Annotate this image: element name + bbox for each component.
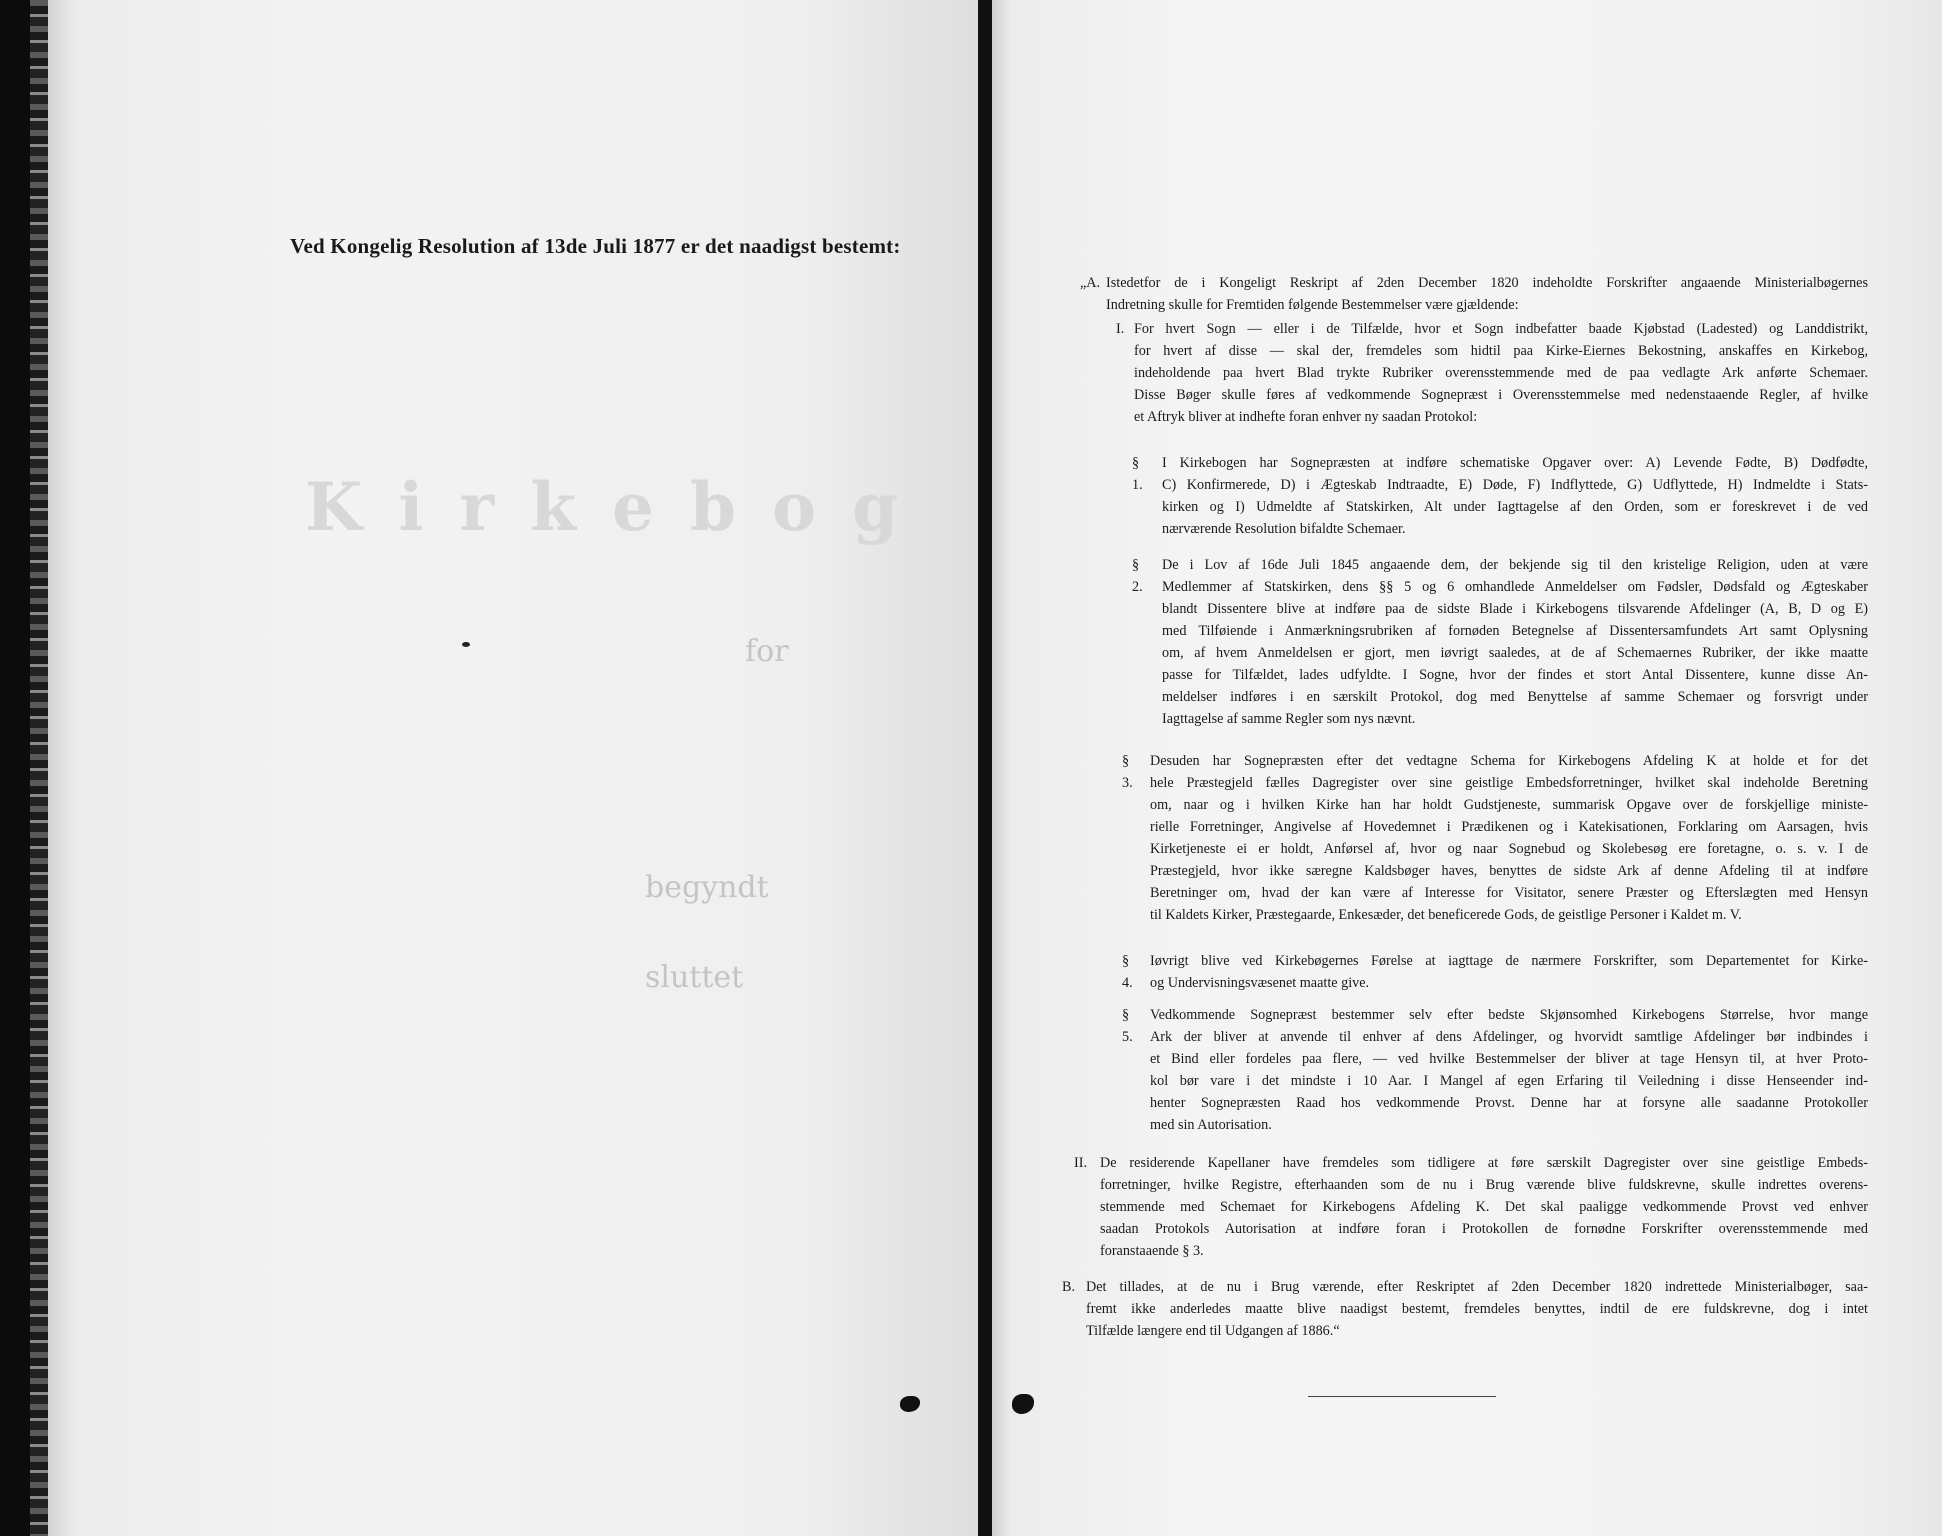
text-line: nærværende Resolution bifaldte Schemaer. bbox=[1162, 521, 1406, 537]
left-page-begyndt-label: begyndt bbox=[645, 870, 769, 905]
text-line: et Aftryk bliver at indhefte foran enhver ny saadan Protokol: bbox=[1134, 409, 1478, 425]
text-line: Indretning skulle for Fremtiden følgende Bestemmelser være gjældende: bbox=[1106, 297, 1519, 313]
paragraph-3-text bbox=[1150, 750, 1868, 926]
section-a-marker: „A. bbox=[1080, 275, 1101, 291]
text-line: Vedkommende Sognepræst bestemmer selv efter bedste Skjønsomhed Kirkebogens Størrelse, hvor mange bbox=[1150, 1007, 1868, 1023]
text-line: stemmende med Schemaet for Kirkebogens Afdeling K. Det skal paaligge vedkommende Provst ved enhver bbox=[1100, 1199, 1868, 1215]
text-line: Ark der bliver at anvende til enhver af dens Afdelinger, og hvorvidt samtlige Afdelinger bør indbindes i bbox=[1150, 1029, 1868, 1045]
text-line: kirken og I) Udmeldte af Statskirken, Alt under Iagttagelse af den Orden, som er foreskrevet i de ved bbox=[1162, 499, 1868, 515]
text-line: rielle Forretninger, Angivelse af Hovedemnet i Prædikenen og i Katekisationen, Forklaring om Aarsagen, hvis bbox=[1150, 819, 1868, 835]
item-ii-text bbox=[1100, 1152, 1868, 1262]
text-line: Kirketjeneste ei er holdt, Anførsel af, hvor og naar Sognebud og Skolebesøg ere foretagne, o. s. v. I de bbox=[1150, 841, 1868, 857]
text-line: om, af hvem Anmeldelsen er gjort, men iøvrigt saaledes, at de af Schemaernes Rubriker, der ikke maatte bbox=[1162, 645, 1868, 661]
text-line: hele Præstegjeld fælles Dagregister over sine geistlige Embedsforretninger, hvilket skal indeholde Beretning bbox=[1150, 775, 1868, 791]
paragraph-4-text bbox=[1150, 950, 1868, 994]
text-line: Tilfælde længere end til Udgangen af 1886.“ bbox=[1086, 1323, 1340, 1339]
text-line: med sin Autorisation. bbox=[1150, 1117, 1272, 1133]
resolution-heading: Ved Kongelig Resolution af 13de Juli 1877 er det naadigst bestemt: bbox=[290, 234, 901, 258]
text-line: Det tillades, at de nu i Brug værende, efter Reskriptet af 2den December 1820 indrettede Ministerialbøger, saa- bbox=[1086, 1279, 1868, 1295]
item-ii-marker: II. bbox=[1074, 1155, 1087, 1171]
section-a-text bbox=[1106, 272, 1868, 316]
text-line: Iøvrigt blive ved Kirkebøgernes Førelse at iagttage de nærmere Forskrifter, som Departementet for Kirke- bbox=[1150, 953, 1868, 969]
text-line: Desuden har Sognepræsten efter det vedtagne Schema for Kirkebogens Afdeling K at holde et for det bbox=[1150, 753, 1868, 769]
text-line: og Undervisningsvæsenet maatte give. bbox=[1150, 975, 1370, 991]
ink-dot-mark bbox=[462, 642, 470, 647]
paragraph-2-text bbox=[1162, 554, 1868, 730]
paragraph-5-marker: § 5. bbox=[1122, 1007, 1133, 1045]
text-line: Iagttagelse af samme Regler som nys nævnt. bbox=[1162, 711, 1416, 727]
text-line: forretninger, hvilke Registre, efterhaanden som de nu i Brug værende blive fuldskrevne, skulle indrettes overens- bbox=[1100, 1177, 1868, 1193]
text-line: Disse Bøger skulle føres af vedkommende Sognepræst i Overensstemmelse med nedenstaaende Regler, af hvilke bbox=[1134, 387, 1868, 403]
item-i-text bbox=[1134, 318, 1868, 428]
paragraph-1-text bbox=[1162, 452, 1868, 540]
text-line: med Tilføiende i Anmærkningsrubriken af fornøden Betegnelse af Dissentersamfundets Art samt Oplysning bbox=[1162, 623, 1868, 639]
book-binding bbox=[978, 0, 992, 1536]
text-line: fremt ikke anderledes maatte blive naadigst bestemt, fremdeles benyttes, indtil de ere fuldskrevne, dog i intet bbox=[1086, 1301, 1868, 1317]
left-page-sluttet-label: sluttet bbox=[645, 960, 744, 995]
text-line: saadan Protokols Autorisation at indføre foran i Protokollen de fornødne Forskrifter overensstemmende med bbox=[1100, 1221, 1868, 1237]
text-line: C) Konfirmerede, D) i Ægteskab Indtraadte, E) Døde, F) Indflyttede, G) Udflyttede, H) Indmeldte i Stats- bbox=[1162, 477, 1868, 493]
text-line: De residerende Kapellaner have fremdeles som tidligere at føre særskilt Dagregister over sine geistlige Embeds- bbox=[1100, 1155, 1868, 1171]
text-line: Præstegjeld, hvor ikke særegne Kaldsbøger haves, benyttes de sidste Ark af denne Afdeling til at indføre bbox=[1150, 863, 1868, 879]
closing-rule bbox=[1308, 1396, 1496, 1397]
text-line: indeholdende paa hvert Blad trykte Rubriker overensstemmende med de paa vedlagte Ark anførte Schemaer. bbox=[1134, 365, 1868, 381]
paragraph-5-text bbox=[1150, 1004, 1868, 1136]
text-line: I Kirkebogen har Sognepræsten at indføre schematiske Opgaver over: A) Levende Fødte, B) Dødfødte, bbox=[1162, 455, 1868, 471]
paragraph-4-marker: § 4. bbox=[1122, 953, 1133, 991]
section-b-text bbox=[1086, 1276, 1868, 1342]
text-line: passe for Tilfældet, lades udfyldte. I Sogne, hvor der findes et stort Antal Dissentere, kunne disse An- bbox=[1162, 667, 1868, 683]
left-page bbox=[48, 0, 978, 1536]
text-line: Istedetfor de i Kongeligt Reskript af 2den December 1820 indeholdte Forskrifter angaaende Ministerialbøgernes bbox=[1106, 275, 1868, 291]
text-line: meldelser indføres i en særskilt Protokol, dog med Benyttelse af samme Schemaer og forsvrigt under bbox=[1162, 689, 1868, 705]
text-line: Beretninger om, hvad der kan være af Interesse for Visitator, senere Præster og Efterslægten med Hensyn bbox=[1150, 885, 1868, 901]
paragraph-2-marker: § 2. bbox=[1132, 557, 1143, 595]
item-i-marker: I. bbox=[1116, 321, 1125, 337]
text-line: Medlemmer af Statskirken, dens §§ 5 og 6 omhandlede Anmeldelser om Fødsler, Dødsfald og Ægteskaber bbox=[1162, 579, 1868, 595]
paragraph-3-marker: § 3. bbox=[1122, 753, 1133, 791]
left-book-edge bbox=[30, 0, 48, 1536]
text-line: for hvert af disse — skal der, fremdeles som hidtil paa Kirke-Eiernes Bekostning, anskaffes en Kirkebog, bbox=[1134, 343, 1868, 359]
left-page-title: Kirkebog bbox=[305, 468, 935, 546]
section-b-marker: B. bbox=[1062, 1279, 1076, 1295]
paragraph-1-marker: § 1. bbox=[1132, 455, 1143, 493]
text-line: For hvert Sogn — eller i de Tilfælde, hvor et Sogn indbefatter baade Kjøbstad (Ladested) og Landdistrikt, bbox=[1134, 321, 1868, 337]
text-line: om, naar og i hvilken Kirke han har holdt Gudstjeneste, summarisk Opgave over de forskjellige ministe- bbox=[1150, 797, 1868, 813]
text-line: et Bind eller fordeles paa flere, — ved hvilke Bestemmelser der bliver at tage Hensyn til, at hver Proto- bbox=[1150, 1051, 1868, 1067]
text-line: foranstaaende § 3. bbox=[1100, 1243, 1204, 1259]
text-line: til Kaldets Kirker, Præstegaarde, Enkesæder, det beneficerede Gods, de geistlige Personer i Kaldet m. V. bbox=[1150, 907, 1742, 923]
text-line: kol bør vare i det mindste i 10 Aar. I Mangel af egen Erfaring til Veiledning i disse Henseender ind- bbox=[1150, 1073, 1868, 1089]
text-line: henter Sognepræsten Raad hos vedkommende Provst. Denne har at forsyne alle saadanne Protokoller bbox=[1150, 1095, 1868, 1111]
text-line: blandt Dissentere blive at indføre paa de sidste Blade i Kirkebogens tilsvarende Afdelinger (A, B, D og E) bbox=[1162, 601, 1868, 617]
text-line: De i Lov af 16de Juli 1845 angaaende dem, der bekjende sig til den kristelige Religion, uden at være bbox=[1162, 557, 1868, 573]
left-page-for-line: for bbox=[745, 634, 789, 669]
